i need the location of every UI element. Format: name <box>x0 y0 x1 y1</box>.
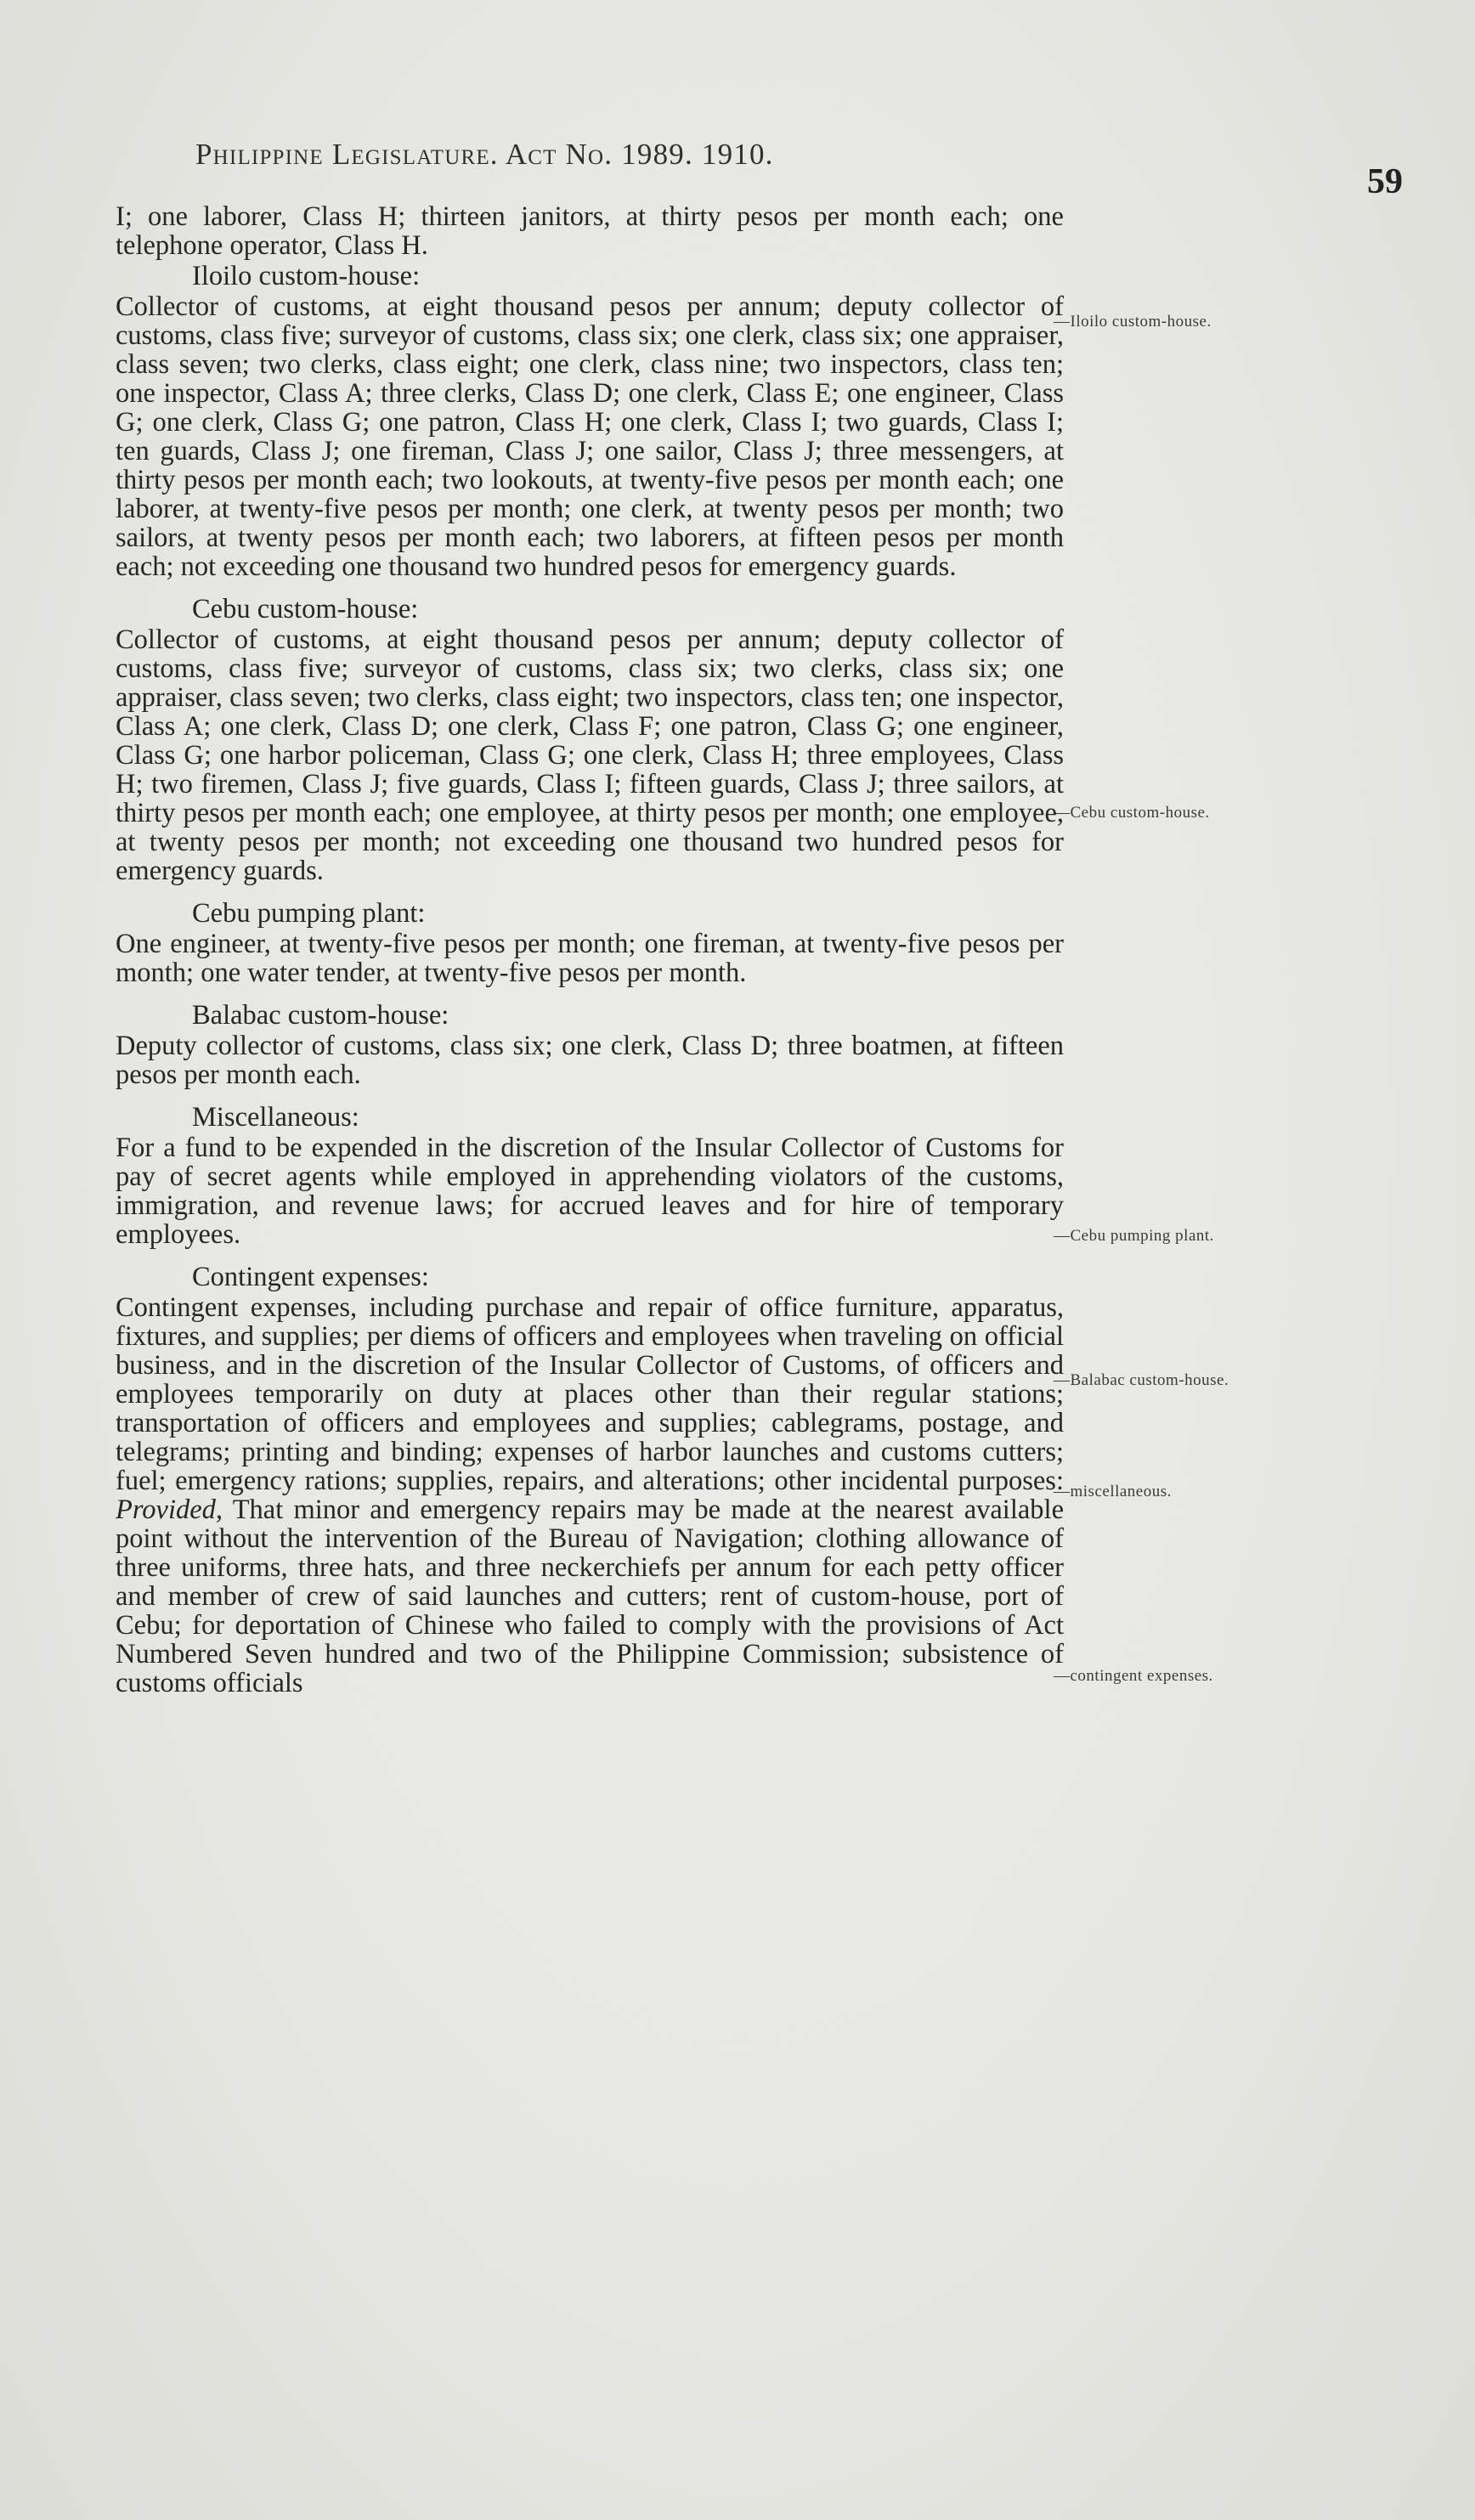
margin-note-cebu: —Cebu custom-house. <box>1054 804 1210 822</box>
continuation-paragraph: I; one laborer, Class H; thirteen janitors, at thirty pesos per month each; one telephone operator, Class H. <box>116 201 1064 261</box>
section-balabac <box>116 999 1064 1089</box>
section-body-contingent <box>116 1293 1064 1698</box>
section-body-balabac: Deputy collector of customs, class six; one clerk, Class D; three boatmen, at fifteen pesos per month each. <box>116 1031 1064 1090</box>
section-title-contingent: Contingent expenses: <box>192 1262 429 1292</box>
section-body-cebu-pumping: One engineer, at twenty-five pesos per month; one fireman, at twenty-five pesos per month; one water tender, at twenty-five pesos per month. <box>116 929 1064 988</box>
section-miscellaneous <box>116 1101 1064 1249</box>
section-body-iloilo: Collector of customs, at eight thousand pesos per annum; deputy collector of customs, class five; surveyor of customs, class six; one clerk, class six; one appraiser, class seven; two clerks, class eight; one clerk, class nine; two inspectors, class ten; one inspector, Class A; three clerks, Class D; one clerk, Class E; one engineer, Class G; one clerk, Class G; one patron, Class H; one clerk, Class I; two guards, Class I; ten guards, Class J; one fireman, Class J; one sailor, Class J; three messengers, at thirty pesos per month each; two lookouts, at twenty-five pesos per month each; one laborer, at twenty-five pesos per month; one clerk, at twenty pesos per month; two sailors, at twenty pesos per month each; two laborers, at fifteen pesos per month each; not exceeding one thousand two hundred pesos for emergency guards. <box>116 291 1064 582</box>
section-title-cebu: Cebu custom-house: <box>192 594 419 624</box>
section-title-miscellaneous: Miscellaneous: <box>192 1102 359 1133</box>
section-title-iloilo: Iloilo custom-house: <box>192 261 421 291</box>
margin-note-balabac: —Balabac custom-house. <box>1054 1371 1229 1389</box>
running-head: Philippine Legislature. Act No. 1989. 1910. <box>195 138 774 171</box>
section-cebu-pumping <box>116 897 1064 987</box>
section-title-cebu-pumping: Cebu pumping plant: <box>192 898 426 929</box>
page-number: 59 <box>1367 162 1403 201</box>
section-body-cebu: Collector of customs, at eight thousand pesos per annum; deputy collector of customs, class five; surveyor of customs, class six; two clerks, class six; one appraiser, class seven; two clerks, class eight; two inspectors, class ten; one inspector, Class A; one clerk, Class D; one clerk, Class F; one patron, Class G; one engineer, Class G; one harbor policeman, Class G; one clerk, Class H; three employees, Class H; two firemen, Class J; five guards, Class I; fifteen guards, Class J; three sailors, at thirty pesos per month each; one employee, at thirty pesos per month; one employee, at twenty pesos per month; not exceeding one thousand two hundred pesos for emergency guards. <box>116 624 1064 886</box>
section-cebu <box>116 593 1064 885</box>
margin-note-miscellaneous: —miscellaneous. <box>1054 1483 1172 1500</box>
margin-note-iloilo: —Iloilo custom-house. <box>1054 313 1212 331</box>
section-contingent <box>116 1261 1064 1698</box>
provided-italic: Provided, <box>116 1494 223 1525</box>
section-body-miscellaneous: For a fund to be expended in the discretion of the Insular Collector of Customs for pay of secret agents while employed in apprehending violators of the customs, immigration, and revenue laws; for accrued leaves and for hire of temporary employees. <box>116 1133 1064 1250</box>
body-text <box>116 202 1064 1698</box>
section-iloilo <box>116 260 1064 581</box>
section-title-balabac: Balabac custom-house: <box>192 1000 449 1031</box>
contingent-text-part-1: Contingent expenses, including purchase and repair of office furniture, apparatus, fixtures, and supplies; per diems of officers and employees when traveling on official business, and in the discretion of the Insular Collector of Customs, of officers and employees temporarily on duty at places other than their regular stations; transportation of officers and employees and supplies; cablegrams, postage, and telegrams; printing and binding; expenses of harbor launches and customs cutters; fuel; emergency rations; supplies, repairs, and alterations; other incidental purposes: <box>116 1292 1064 1496</box>
margin-note-cebu-pumping: —Cebu pumping plant. <box>1054 1227 1214 1245</box>
margin-note-contingent: —contingent expenses. <box>1054 1667 1213 1685</box>
contingent-text-part-2: That minor and emergency repairs may be made at the nearest available point without the intervention of the Bureau of Navigation; clothing allowance of three uniforms, three hats, and three neckerchiefs per annum for each petty officer and member of crew of said launches and cutters; rent of custom-house, port of Cebu; for deportation of Chinese who failed to comply with the provisions of Act Numbered Seven hundred and two of the Philippine Commission; subsistence of customs officials <box>116 1494 1064 1698</box>
